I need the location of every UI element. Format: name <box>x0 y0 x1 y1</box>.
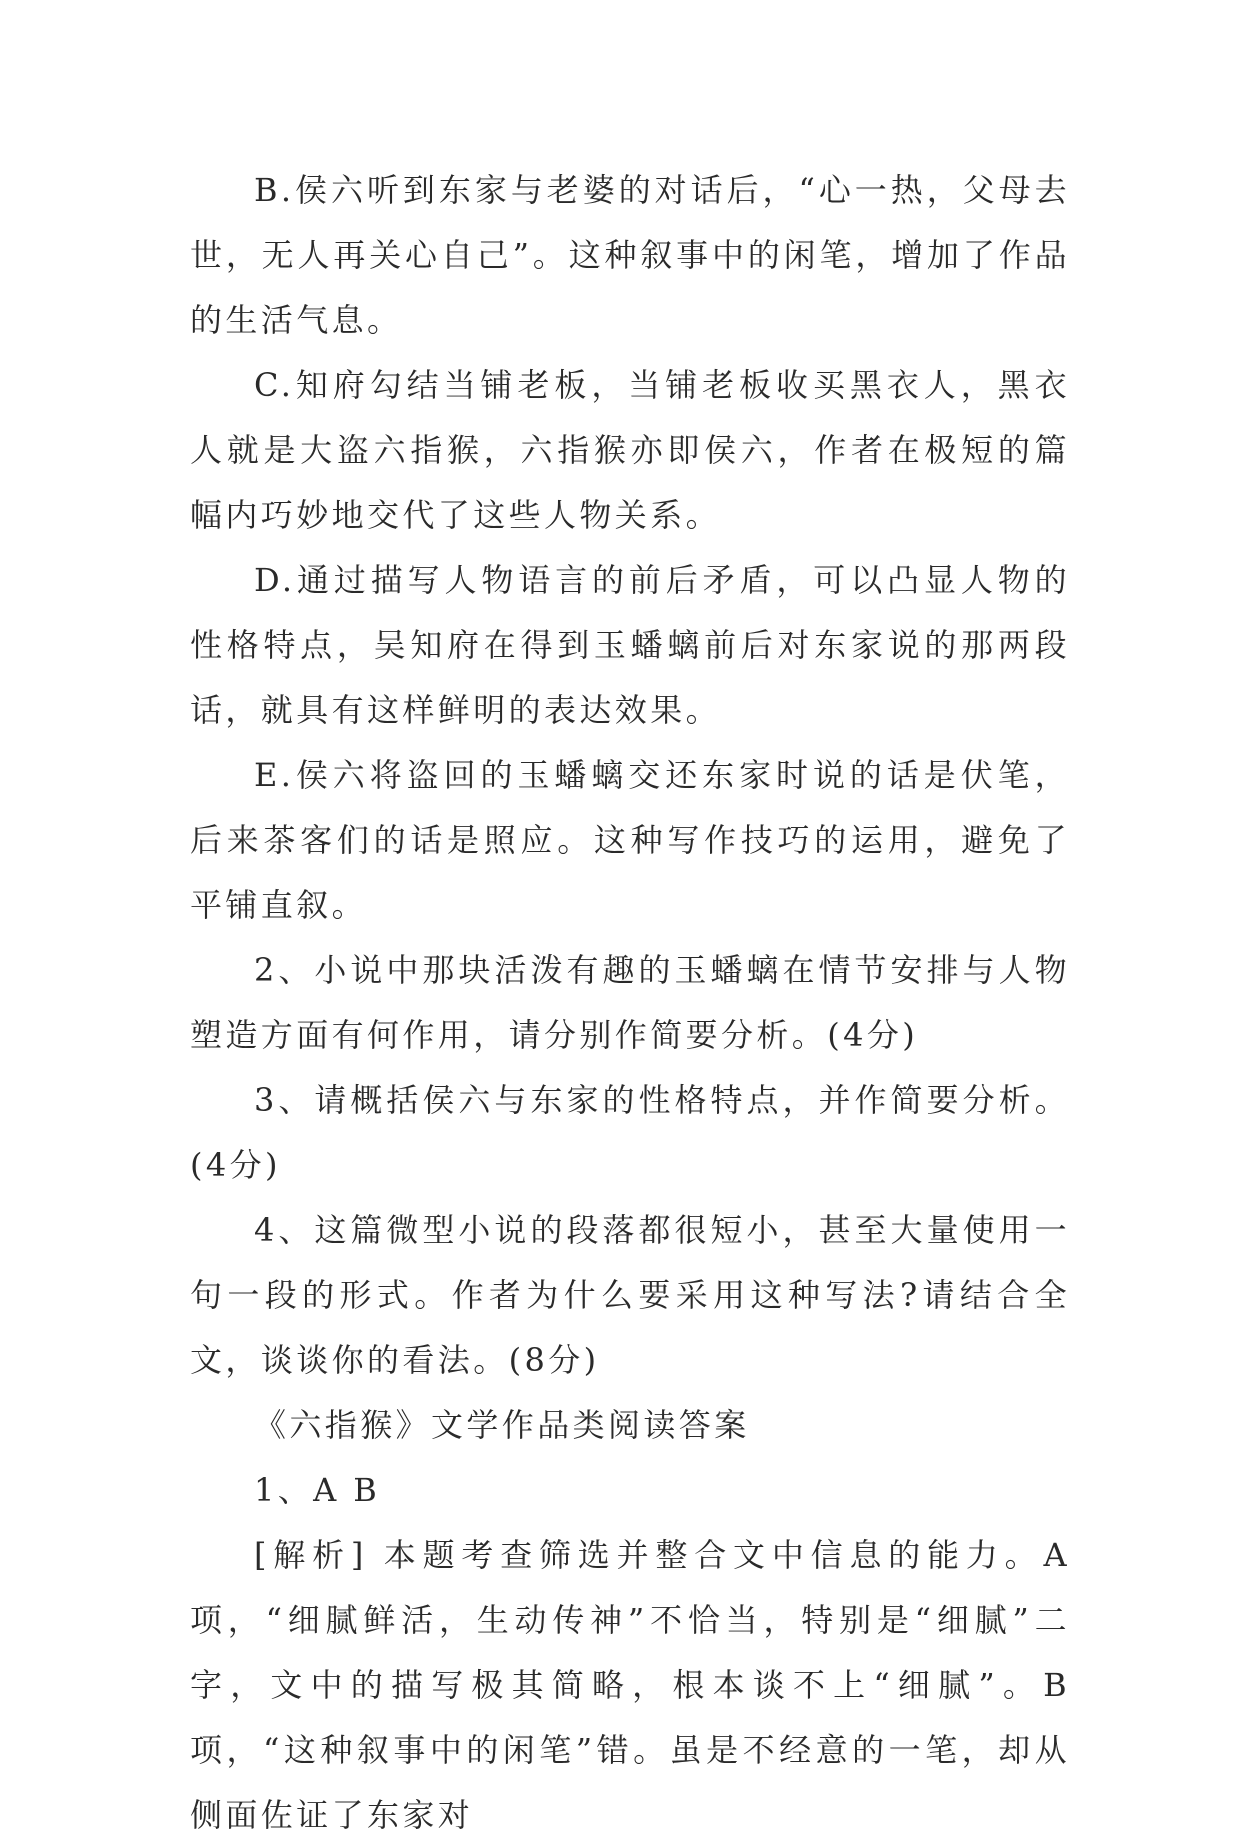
option-c-paragraph: C.知府勾结当铺老板，当铺老板收买黑衣人，黑衣人就是大盗六指猴，六指猴亦即侯六，作者在极短的篇幅内巧妙地交代了这些人物关系。 <box>190 366 1070 534</box>
option-d-paragraph: D.通过描写人物语言的前后矛盾，可以凸显人物的性格特点，吴知府在得到玉蟠螭前后对东家说的那两段话，就具有这样鲜明的表达效果。 <box>190 561 1070 729</box>
answer-1-paragraph: 1、A B <box>254 1471 381 1509</box>
analysis-paragraph: [解析] 本题考查筛选并整合文中信息的能力。A项，“细腻鲜活，生动传神”不恰当，特别是“细腻”二字，文中的描写极其简略，根本谈不上“细腻”。B项，“这种叙事中的闲笔”错。虽是不经意的一笔，却从侧面佐证了东家对 <box>190 1536 1070 1834</box>
answer-heading: 《六指猴》文学作品类阅读答案 <box>254 1406 750 1444</box>
question-3-paragraph: 3、请概括侯六与东家的性格特点，并作简要分析。(4分) <box>190 1081 1070 1184</box>
question-4-paragraph: 4、这篇微型小说的段落都很短小，甚至大量使用一句一段的形式。作者为什么要采用这种写法?请结合全文，谈谈你的看法。(8分) <box>190 1211 1070 1379</box>
document-body <box>190 158 1070 1848</box>
option-e-paragraph: E.侯六将盗回的玉蟠螭交还东家时说的话是伏笔，后来茶客们的话是照应。这种写作技巧的运用，避免了平铺直叙。 <box>190 756 1070 924</box>
question-2-paragraph: 2、小说中那块活泼有趣的玉蟠螭在情节安排与人物塑造方面有何作用，请分别作简要分析。(4分) <box>190 951 1070 1054</box>
option-b-paragraph: B.侯六听到东家与老婆的对话后，“心一热，父母去世，无人再关心自己”。这种叙事中的闲笔，增加了作品的生活气息。 <box>190 171 1070 339</box>
